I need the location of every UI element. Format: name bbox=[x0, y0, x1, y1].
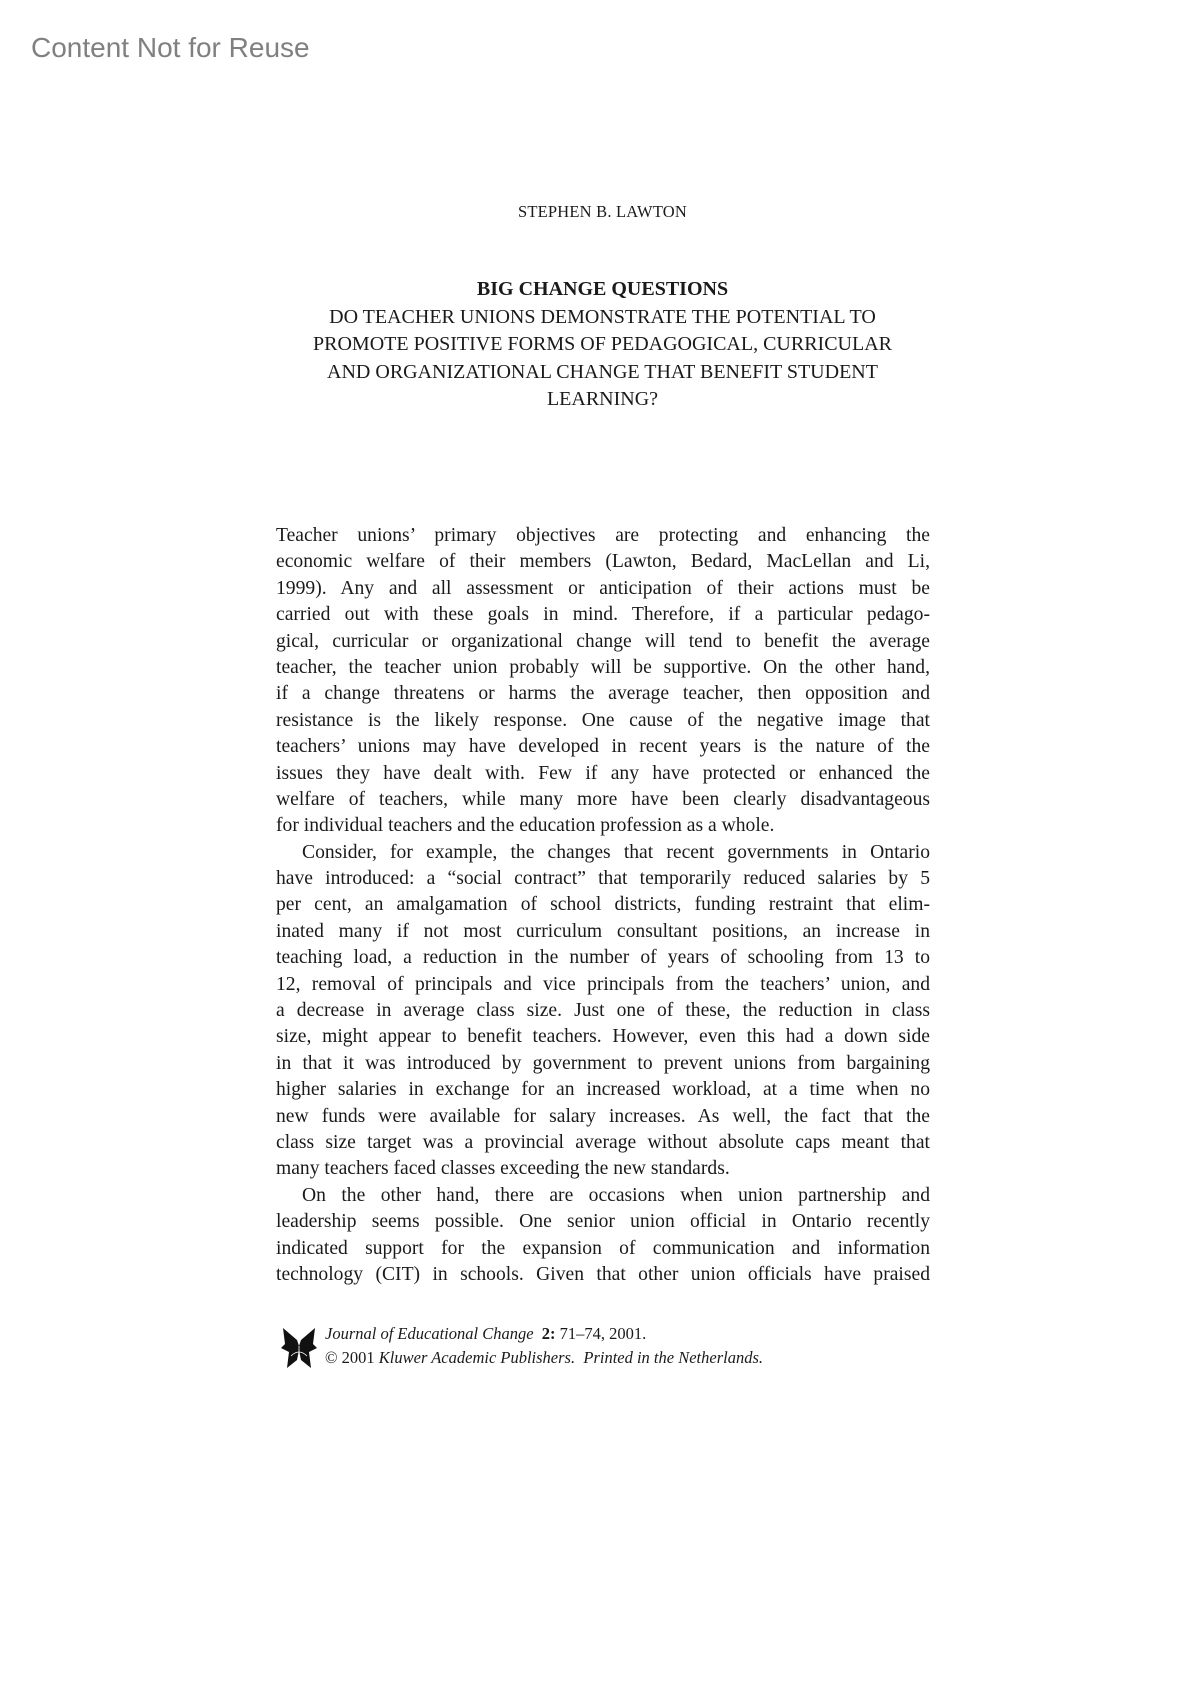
body-text-line: resistance is the likely response. One cause of the negative image that bbox=[276, 709, 930, 731]
body-text-line: economic welfare of their members (Lawton, Bedard, MacLellan and Li, bbox=[276, 551, 930, 573]
publisher-logo-icon bbox=[281, 1326, 317, 1370]
body-text-line: if a change threatens or harms the average teacher, then opposition and bbox=[276, 683, 930, 705]
citation-text bbox=[325, 1322, 763, 1370]
body-text-line: On the other hand, there are occasions when union partnership and bbox=[302, 1184, 930, 1206]
title-subtitle-line: AND ORGANIZATIONAL CHANGE THAT BENEFIT STUDENT bbox=[327, 360, 878, 383]
body-text-line: 12, removal of principals and vice principals from the teachers’ union, and bbox=[276, 973, 930, 995]
body-text-line: teacher, the teacher union probably will be supportive. On the other hand, bbox=[276, 656, 930, 678]
body-text-line: Teacher unions’ primary objectives are protecting and enhancing the bbox=[276, 525, 930, 546]
body-text-line: 1999). Any and all assessment or anticipation of their actions must be bbox=[276, 577, 930, 599]
body-text-line: issues they have dealt with. Few if any have protected or enhanced the bbox=[276, 762, 930, 784]
article-title bbox=[0, 276, 1200, 414]
body-text-line: teachers’ unions may have developed in recent years is the nature of the bbox=[276, 736, 930, 758]
watermark: Content Not for Reuse bbox=[31, 32, 310, 63]
title-subtitle-line: LEARNING? bbox=[546, 388, 659, 410]
body-text-line: teaching load, a reduction in the number of years of schooling from 13 to bbox=[276, 947, 930, 969]
body-text-line: for individual teachers and the education profession as a whole. bbox=[276, 815, 775, 837]
body-text-line: technology (CIT) in schools. Given that other union officials have praised bbox=[276, 1263, 930, 1285]
body-text-line: indicated support for the expansion of communication and information bbox=[276, 1237, 930, 1259]
journal-name: Journal of Educational Change bbox=[325, 1324, 534, 1343]
body-text-line: leadership seems possible. One senior union official in Ontario recently bbox=[276, 1211, 930, 1233]
publisher: Kluwer Academic Publishers. bbox=[378, 1348, 576, 1367]
body-text-line: gical, curricular or organizational change will tend to benefit the average bbox=[276, 630, 930, 652]
article-body bbox=[276, 523, 930, 1288]
body-text-line: have introduced: a “social contract” that temporarily reduced salaries by 5 bbox=[276, 868, 930, 890]
pages-year: 71–74, 2001. bbox=[559, 1324, 647, 1343]
journal-volume: 2: bbox=[541, 1324, 556, 1343]
body-text-line: in that it was introduced by government to prevent unions from bargaining bbox=[276, 1052, 930, 1074]
body-text-line: class size target was a provincial average without absolute caps meant that bbox=[276, 1131, 930, 1153]
body-text-line: many teachers faced classes exceeding the new standards. bbox=[276, 1158, 730, 1180]
body-text-line: new funds were available for salary increases. As well, the fact that the bbox=[276, 1105, 930, 1127]
body-text-line: inated many if not most curriculum consultant positions, an increase in bbox=[276, 920, 930, 942]
body-text-line: carried out with these goals in mind. Therefore, if a particular pedago- bbox=[276, 604, 930, 626]
title-main: BIG CHANGE QUESTIONS bbox=[476, 278, 729, 300]
body-text-line: Consider, for example, the changes that recent governments in Ontario bbox=[302, 841, 930, 863]
body-text-line: a decrease in average class size. Just one of these, the reduction in class bbox=[276, 1000, 930, 1022]
body-text-line: size, might appear to benefit teachers. However, even this had a down side bbox=[276, 1026, 930, 1048]
title-subtitle-line: DO TEACHER UNIONS DEMONSTRATE THE POTENTIAL TO bbox=[329, 305, 876, 328]
running-header-author: STEPHEN B. LAWTON bbox=[517, 202, 688, 221]
body-text-line: per cent, an amalgamation of school districts, funding restraint that elim- bbox=[276, 894, 930, 916]
body-text-line: welfare of teachers, while many more have been clearly disadvantageous bbox=[276, 788, 930, 810]
printed-in: Printed in the Netherlands. bbox=[583, 1348, 764, 1367]
title-subtitle-line: PROMOTE POSITIVE FORMS OF PEDAGOGICAL, CURRICULAR bbox=[313, 333, 892, 355]
body-text-line: higher salaries in exchange for an increased workload, at a time when no bbox=[276, 1079, 930, 1101]
copyright: © 2001 bbox=[325, 1348, 375, 1367]
